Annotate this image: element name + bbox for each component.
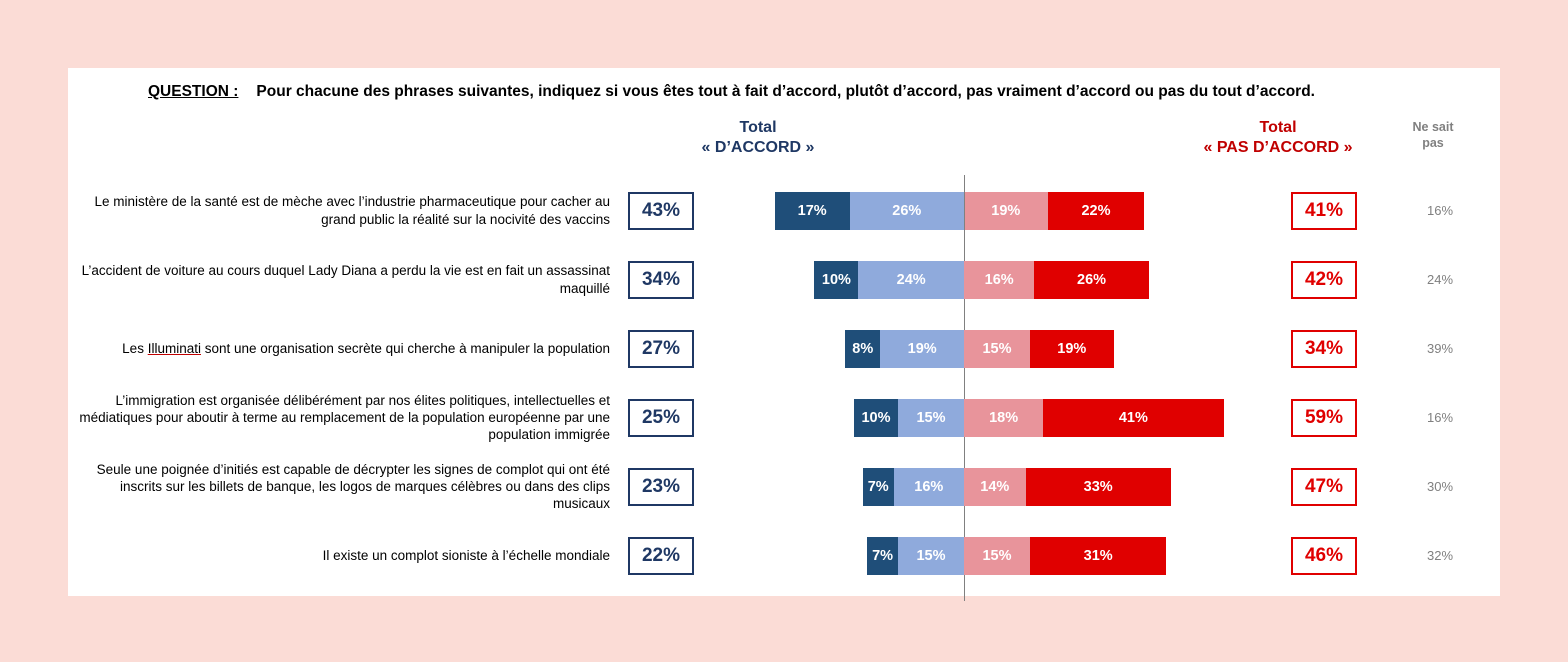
bar-segment: 31% (1030, 537, 1166, 575)
bar-segment: 41% (1043, 399, 1223, 437)
stacked-bar (814, 261, 1148, 299)
total-agree-value: 23% (628, 468, 694, 506)
column-header-total-disagree-line1: Total (1259, 119, 1297, 136)
bar-segment: 16% (964, 261, 1034, 299)
stacked-bar (863, 468, 1171, 506)
dont-know-value: 30% (1426, 479, 1454, 494)
column-header-total-disagree (1158, 118, 1398, 158)
total-agree-value: 25% (628, 399, 694, 437)
total-agree-value: 43% (628, 192, 694, 230)
total-disagree-cell (1260, 192, 1380, 230)
stacked-bar (845, 330, 1113, 368)
chart-row (68, 176, 1500, 245)
stacked-bar-area (700, 258, 1260, 302)
total-disagree-cell (1260, 468, 1380, 506)
total-disagree-value: 41% (1291, 192, 1357, 230)
stacked-bar (867, 537, 1166, 575)
dont-know-value: 16% (1426, 410, 1454, 425)
column-header-dont-know-line1: Ne sait (1412, 120, 1454, 134)
chart-row (68, 314, 1500, 383)
bar-segment: 7% (863, 468, 894, 506)
bar-segment: 19% (964, 192, 1048, 230)
bar-segment: 19% (880, 330, 964, 368)
stacked-bar (775, 192, 1145, 230)
total-disagree-value: 46% (1291, 537, 1357, 575)
chart-row (68, 383, 1500, 452)
chart-rows (68, 176, 1500, 590)
bar-segment: 26% (1034, 261, 1148, 299)
row-statement-label: Seule une poignée d’initiés est capable de décrypter les signes de complot qui ont été inscrits sur les billets de banque, les logos de marques célèbres ou dans des clips musicaux (96, 461, 610, 512)
row-statement-label: Le ministère de la santé est de mèche avec l’industrie pharmaceutique pour cacher au grand public la réalité sur la nocivité des vaccins (94, 194, 610, 227)
dont-know-value: 32% (1426, 548, 1454, 563)
dont-know-value: 16% (1426, 203, 1454, 218)
total-disagree-cell (1260, 261, 1380, 299)
column-header-dont-know-line2: pas (1422, 135, 1444, 150)
total-disagree-value: 42% (1291, 261, 1357, 299)
question-block (148, 82, 1468, 103)
stacked-bar (854, 399, 1224, 437)
total-disagree-cell (1260, 537, 1380, 575)
total-disagree-value: 34% (1291, 330, 1357, 368)
bar-segment: 19% (1030, 330, 1114, 368)
bar-segment: 24% (858, 261, 964, 299)
bar-segment: 7% (867, 537, 898, 575)
column-header-total-agree-line1: Total (739, 119, 777, 136)
bar-segment: 26% (850, 192, 964, 230)
total-agree-value: 34% (628, 261, 694, 299)
total-disagree-cell (1260, 330, 1380, 368)
column-header-total-disagree-line2: « PAS D’ACCORD » (1203, 139, 1353, 156)
dont-know-value: 24% (1426, 272, 1454, 287)
chart-row (68, 452, 1500, 521)
bar-segment: 15% (898, 537, 964, 575)
bar-segment: 14% (964, 468, 1026, 506)
chart-row (68, 245, 1500, 314)
bar-segment: 15% (898, 399, 964, 437)
bar-segment: 17% (775, 192, 850, 230)
row-statement-label: L’immigration est organisée délibérément par nos élites politiques, intellectuelles et médiatiques pour aboutir à terme au remplacement de la population européenne par une population immigrée (79, 392, 610, 443)
question-text: Pour chacune des phrases suivantes, indiquez si vous êtes tout à fait d’accord, plutôt d’accord, pas vraiment d’accord ou pas du tout d’accord. (256, 83, 1315, 100)
bar-segment: 8% (845, 330, 880, 368)
bar-segment: 10% (854, 399, 898, 437)
row-statement-label: Il existe un complot sioniste à l’échelle mondiale (322, 547, 610, 563)
total-disagree-value: 47% (1291, 468, 1357, 506)
bar-segment: 33% (1026, 468, 1171, 506)
stacked-bar-area (700, 327, 1260, 371)
row-statement-label: L’accident de voiture au cours duquel Lady Diana a perdu la vie est en fait un assassinat maquillé (81, 263, 610, 296)
question-label: QUESTION : (148, 83, 239, 100)
total-agree-value: 22% (628, 537, 694, 575)
column-header-total-agree-line2: « D’ACCORD » (701, 139, 815, 156)
stacked-bar-area (700, 534, 1260, 578)
slide-canvas (68, 68, 1500, 596)
bar-segment: 16% (894, 468, 964, 506)
dont-know-value: 39% (1426, 341, 1454, 356)
stacked-bar-area (700, 189, 1260, 233)
bar-segment: 10% (814, 261, 858, 299)
bar-segment: 22% (1048, 192, 1145, 230)
total-disagree-cell (1260, 399, 1380, 437)
column-header-total-agree (658, 118, 858, 158)
bar-segment: 18% (964, 399, 1043, 437)
bar-segment: 15% (964, 330, 1030, 368)
chart-row (68, 521, 1500, 590)
stacked-bar-area (700, 465, 1260, 509)
total-disagree-value: 59% (1291, 399, 1357, 437)
column-header-dont-know (1378, 120, 1488, 151)
bar-segment: 15% (964, 537, 1030, 575)
stacked-bar-area (700, 396, 1260, 440)
total-agree-value: 27% (628, 330, 694, 368)
row-statement-label: Les Illuminati sont une organisation secrète qui cherche à manipuler la population (122, 340, 610, 356)
